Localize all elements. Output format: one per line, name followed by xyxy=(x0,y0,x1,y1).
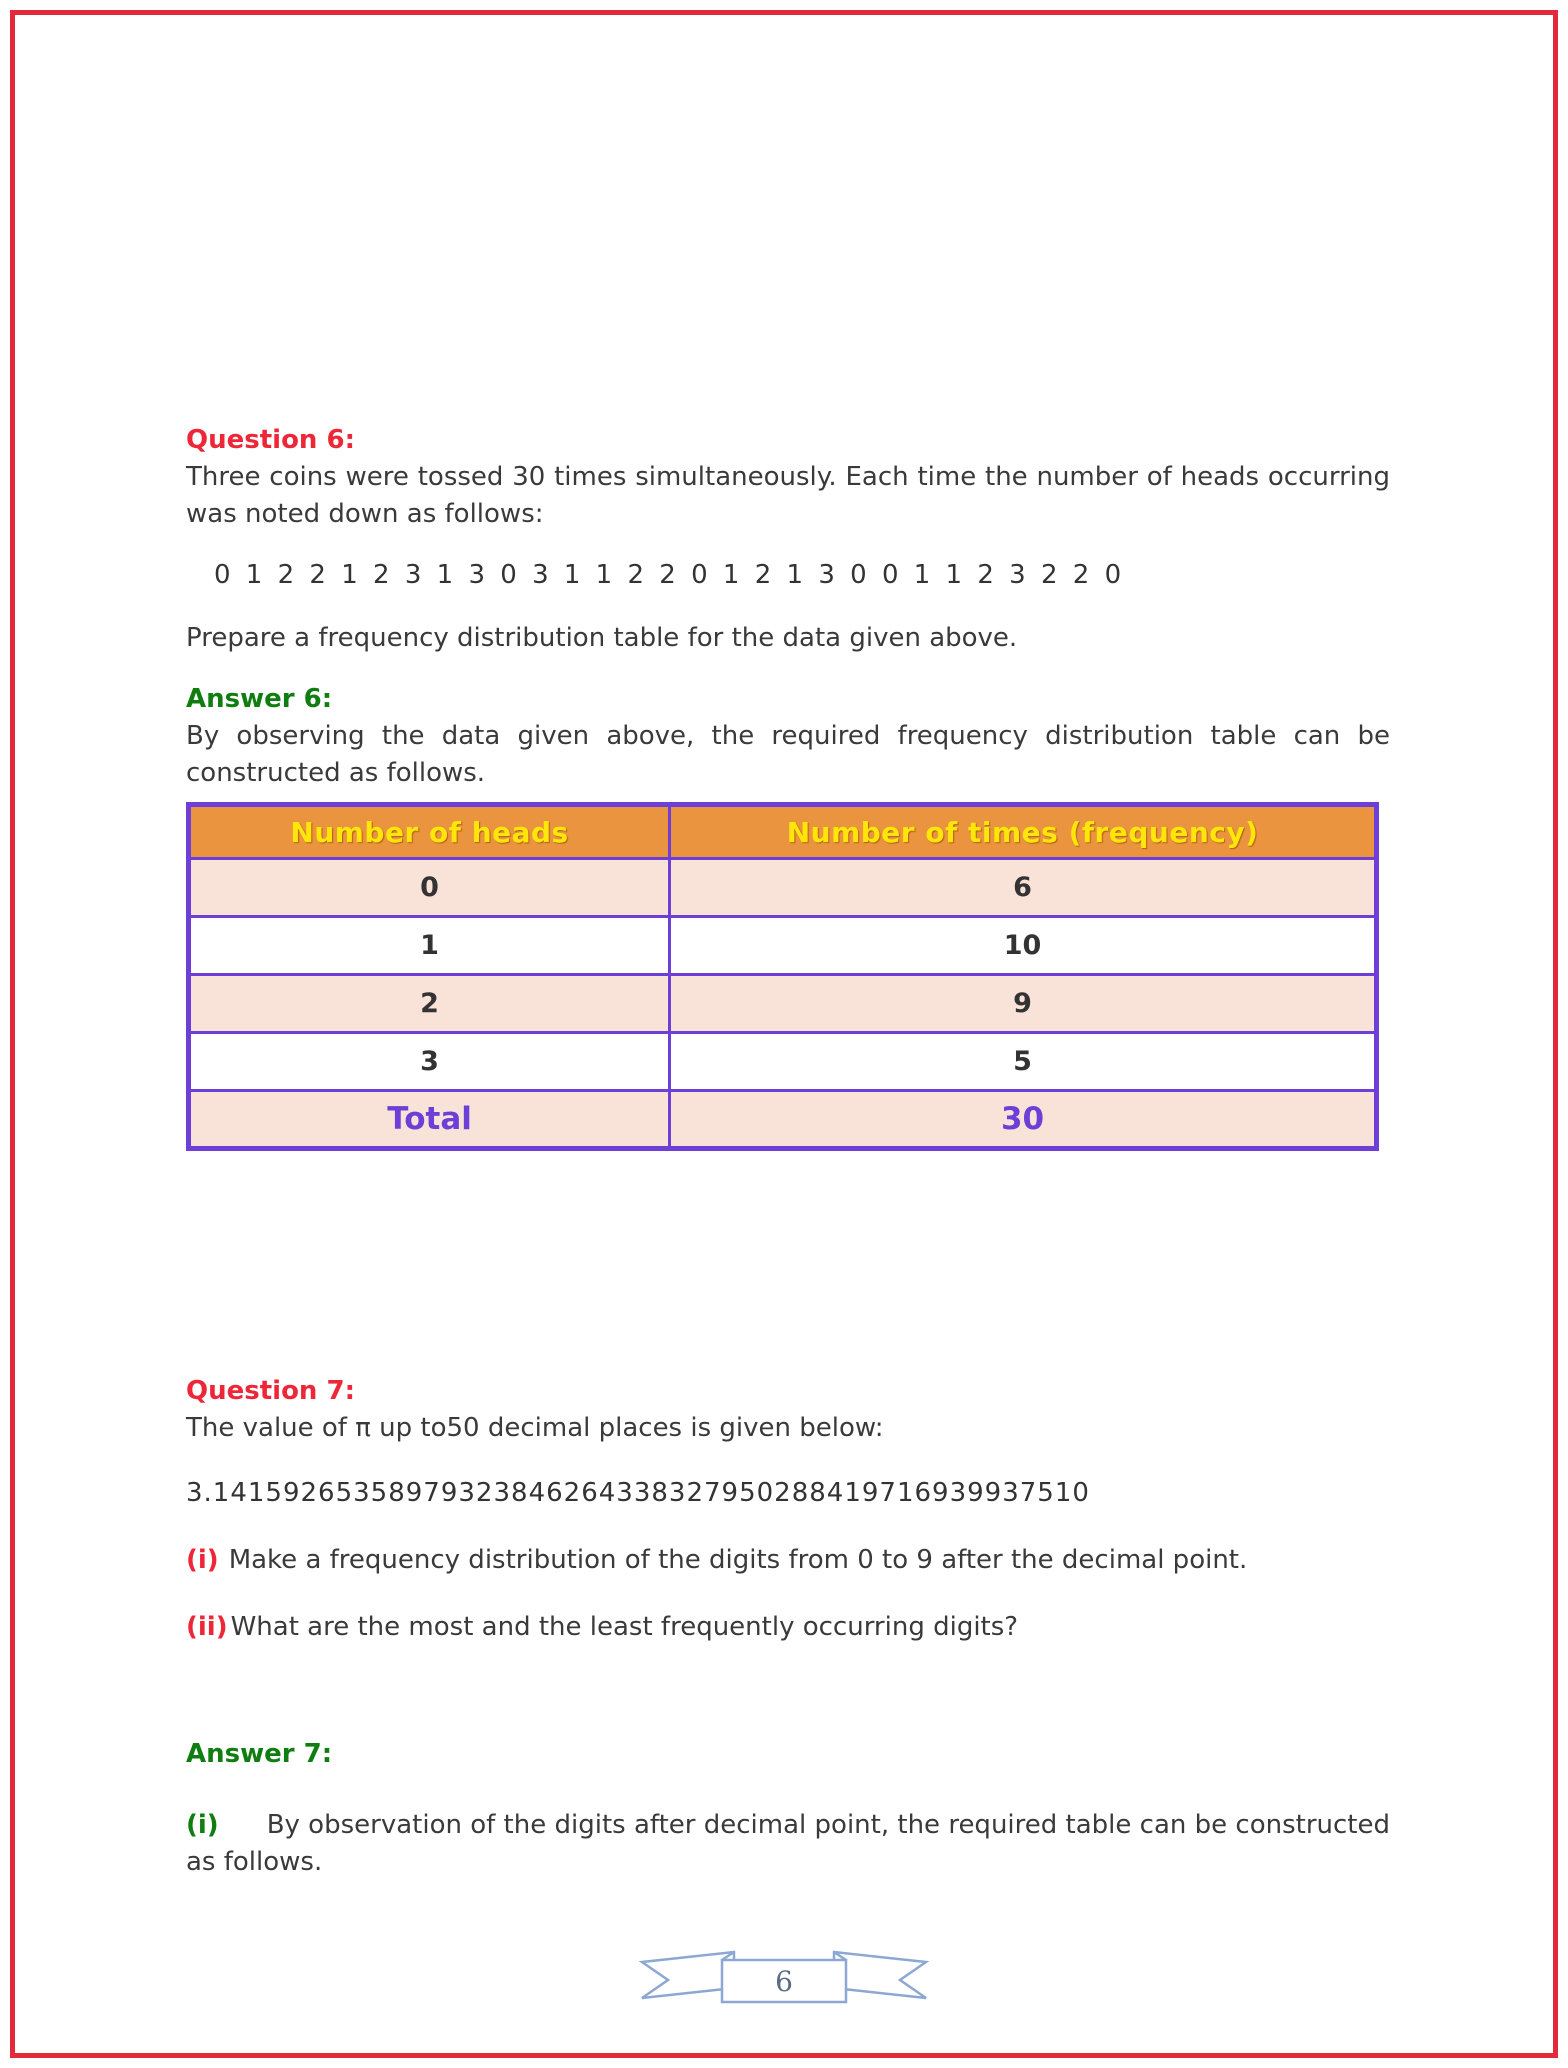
question6-data-line: 0 1 2 2 1 2 3 1 3 0 3 1 1 2 2 0 1 2 1 3 0 0 1 1 2 3 2 2 0 xyxy=(214,560,1123,590)
table-row xyxy=(189,859,1377,917)
question7-part2 xyxy=(186,1609,1390,1646)
part1-text: Make a frequency distribution of the digits from 0 to 9 after the decimal point. xyxy=(228,1545,1248,1575)
table-cell-frequency: 6 xyxy=(670,859,1377,917)
ribbon-banner-icon xyxy=(634,1946,934,2016)
part1-label: (i) xyxy=(186,1545,219,1575)
table-cell-heads: 1 xyxy=(189,917,670,975)
table-cell-frequency: 10 xyxy=(670,917,1377,975)
table-header-frequency: Number of times (frequency) xyxy=(670,805,1377,859)
table-cell-frequency: 5 xyxy=(670,1033,1377,1091)
answer7-heading: Answer 7: xyxy=(186,1739,333,1769)
page-number: 6 xyxy=(775,1965,793,1998)
table-header-heads: Number of heads xyxy=(189,805,670,859)
question7-part1 xyxy=(186,1542,1390,1579)
answer6-heading: Answer 6: xyxy=(186,684,333,714)
question6-task: Prepare a frequency distribution table for the data given above. xyxy=(186,623,1018,653)
answer7-part1 xyxy=(186,1807,1390,1881)
table-cell-heads: 0 xyxy=(189,859,670,917)
question7-heading: Question 7: xyxy=(186,1376,355,1406)
table-header-row xyxy=(189,805,1377,859)
pi-value: 3.14159265358979323846264338327950288419716939937510 xyxy=(186,1478,1090,1508)
page-content xyxy=(186,422,1390,1881)
table-total-label: Total xyxy=(189,1091,670,1149)
table-cell-heads: 2 xyxy=(189,975,670,1033)
part2-text: What are the most and the least frequently occurring digits? xyxy=(230,1612,1019,1642)
page-number-ribbon xyxy=(634,1946,934,2020)
table-row xyxy=(189,1033,1377,1091)
table-cell-heads: 3 xyxy=(189,1033,670,1091)
table-row xyxy=(189,975,1377,1033)
frequency-table xyxy=(186,802,1379,1151)
answer7-part1-text: By observation of the digits after decimal point, the required table can be constructed as follows. xyxy=(186,1810,1390,1877)
table-cell-frequency: 9 xyxy=(670,975,1377,1033)
table-total-row xyxy=(189,1091,1377,1149)
question7-intro: The value of π up to50 decimal places is given below: xyxy=(186,1413,884,1443)
question6-heading: Question 6: xyxy=(186,425,355,455)
answer7-part1-label: (i) xyxy=(186,1810,219,1840)
table-row xyxy=(189,917,1377,975)
question6-intro: Three coins were tossed 30 times simultaneously. Each time the number of heads occurring was noted down as follows: xyxy=(186,462,1390,529)
answer6-intro: By observing the data given above, the required frequency distribution table can be constructed as follows. xyxy=(186,721,1390,788)
table-total-value: 30 xyxy=(670,1091,1377,1149)
part2-label: (ii) xyxy=(186,1612,228,1642)
